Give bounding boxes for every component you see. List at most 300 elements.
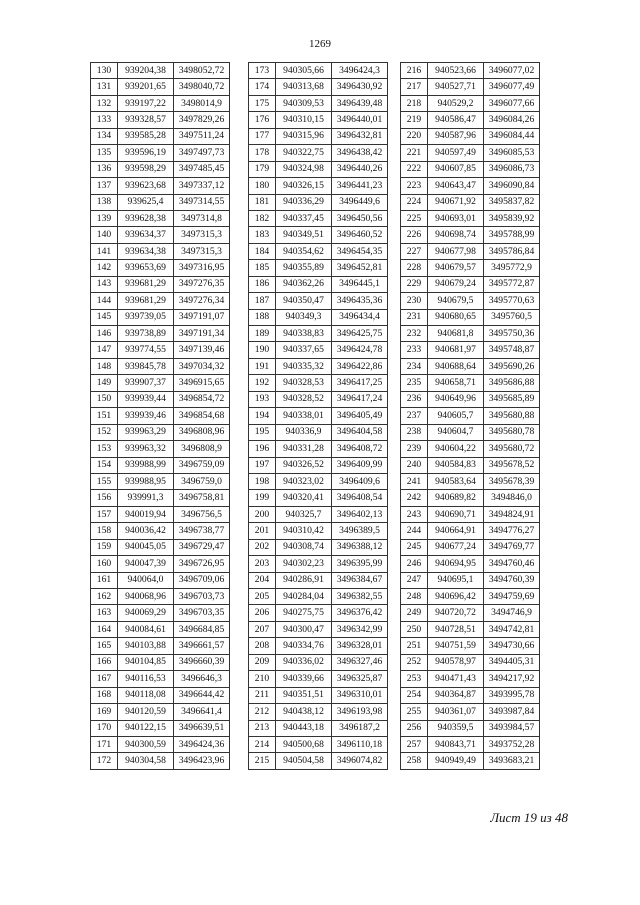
x-coordinate-cell: 940438,12	[276, 704, 332, 720]
point-number-cell: 218	[401, 95, 428, 111]
point-number-cell: 258	[401, 753, 428, 769]
point-number-cell: 197	[249, 457, 276, 473]
x-coordinate-cell: 940949,49	[428, 753, 484, 769]
table-row	[401, 424, 540, 440]
y-coordinate-cell: 3496423,96	[174, 753, 230, 769]
x-coordinate-cell: 940300,59	[118, 736, 174, 752]
table-row	[249, 671, 388, 687]
point-number-cell: 214	[249, 736, 276, 752]
table-row	[401, 375, 540, 391]
y-coordinate-cell: 3496090,84	[484, 178, 540, 194]
point-number-cell: 237	[401, 408, 428, 424]
x-coordinate-cell: 940523,66	[428, 63, 484, 79]
y-coordinate-cell: 3496424,78	[332, 342, 388, 358]
y-coordinate-cell: 3496434,4	[332, 309, 388, 325]
y-coordinate-cell: 3496438,42	[332, 145, 388, 161]
x-coordinate-cell: 940338,01	[276, 408, 332, 424]
point-number-cell: 209	[249, 654, 276, 670]
table-row	[91, 79, 230, 95]
point-number-cell: 178	[249, 145, 276, 161]
table-row	[249, 79, 388, 95]
point-number-cell: 256	[401, 720, 428, 736]
table-row	[249, 441, 388, 457]
table-row	[91, 605, 230, 621]
x-coordinate-cell: 940310,42	[276, 523, 332, 539]
y-coordinate-cell: 3496077,49	[484, 79, 540, 95]
table-row	[401, 112, 540, 128]
point-number-cell: 249	[401, 605, 428, 621]
x-coordinate-cell: 940361,07	[428, 704, 484, 720]
point-number-cell: 195	[249, 424, 276, 440]
table-row	[91, 342, 230, 358]
point-number-cell: 201	[249, 523, 276, 539]
x-coordinate-cell: 940336,29	[276, 194, 332, 210]
table-row	[401, 654, 540, 670]
y-coordinate-cell: 3496187,2	[332, 720, 388, 736]
table-row	[249, 704, 388, 720]
y-coordinate-cell: 3496808,9	[174, 441, 230, 457]
y-coordinate-cell: 3496424,3	[332, 63, 388, 79]
table-row	[91, 589, 230, 605]
table-row	[249, 128, 388, 144]
table-row	[91, 621, 230, 637]
y-coordinate-cell: 3497511,24	[174, 128, 230, 144]
y-coordinate-cell: 3498014,9	[174, 95, 230, 111]
table-row	[249, 112, 388, 128]
x-coordinate-cell: 939681,29	[118, 276, 174, 292]
point-number-cell: 161	[91, 572, 118, 588]
y-coordinate-cell: 3496389,5	[332, 523, 388, 539]
x-coordinate-cell: 940504,58	[276, 753, 332, 769]
x-coordinate-cell: 940047,39	[118, 556, 174, 572]
table-row	[249, 260, 388, 276]
table-row	[401, 358, 540, 374]
point-number-cell: 204	[249, 572, 276, 588]
point-number-cell: 215	[249, 753, 276, 769]
x-coordinate-cell: 939634,38	[118, 243, 174, 259]
y-coordinate-cell: 3495690,26	[484, 358, 540, 374]
point-number-cell: 152	[91, 424, 118, 440]
point-number-cell: 172	[91, 753, 118, 769]
point-number-cell: 145	[91, 309, 118, 325]
table-row	[91, 63, 230, 79]
y-coordinate-cell: 3496440,26	[332, 161, 388, 177]
point-number-cell: 248	[401, 589, 428, 605]
point-number-cell: 198	[249, 473, 276, 489]
point-number-cell: 238	[401, 424, 428, 440]
y-coordinate-cell: 3496738,77	[174, 523, 230, 539]
table-row	[91, 112, 230, 128]
x-coordinate-cell: 940104,85	[118, 654, 174, 670]
x-coordinate-cell: 940471,43	[428, 671, 484, 687]
coordinates-tables	[90, 62, 550, 782]
y-coordinate-cell: 3496432,81	[332, 128, 388, 144]
table-row	[249, 621, 388, 637]
point-number-cell: 219	[401, 112, 428, 128]
point-number-cell: 174	[249, 79, 276, 95]
x-coordinate-cell: 939328,57	[118, 112, 174, 128]
x-coordinate-cell: 940679,5	[428, 293, 484, 309]
table-row	[249, 358, 388, 374]
table-row	[249, 194, 388, 210]
x-coordinate-cell: 940350,47	[276, 293, 332, 309]
x-coordinate-cell: 940728,51	[428, 621, 484, 637]
point-number-cell: 241	[401, 473, 428, 489]
x-coordinate-cell: 939625,4	[118, 194, 174, 210]
point-number-cell: 153	[91, 441, 118, 457]
sheet-label: Лист 19 из 48	[490, 810, 568, 825]
x-coordinate-cell: 939963,29	[118, 424, 174, 440]
point-number-cell: 229	[401, 276, 428, 292]
x-coordinate-cell: 940310,15	[276, 112, 332, 128]
table-row	[401, 687, 540, 703]
point-number-cell: 139	[91, 210, 118, 226]
point-number-cell: 193	[249, 391, 276, 407]
table-row	[401, 63, 540, 79]
y-coordinate-cell: 3498040,72	[174, 79, 230, 95]
table-row	[249, 145, 388, 161]
x-coordinate-cell: 940337,45	[276, 210, 332, 226]
point-number-cell: 208	[249, 638, 276, 654]
x-coordinate-cell: 939939,46	[118, 408, 174, 424]
x-coordinate-cell: 940336,9	[276, 424, 332, 440]
y-coordinate-cell: 3494760,39	[484, 572, 540, 588]
x-coordinate-cell: 940500,68	[276, 736, 332, 752]
point-number-cell: 180	[249, 178, 276, 194]
table-row	[401, 326, 540, 342]
table-row	[249, 572, 388, 588]
y-coordinate-cell: 3495786,84	[484, 243, 540, 259]
y-coordinate-cell: 3496409,99	[332, 457, 388, 473]
x-coordinate-cell: 940578,97	[428, 654, 484, 670]
x-coordinate-cell: 940328,52	[276, 391, 332, 407]
y-coordinate-cell: 3496193,98	[332, 704, 388, 720]
x-coordinate-cell: 939634,37	[118, 227, 174, 243]
point-number-cell: 167	[91, 671, 118, 687]
table-row	[401, 638, 540, 654]
table-row	[249, 210, 388, 226]
y-coordinate-cell: 3493987,84	[484, 704, 540, 720]
x-coordinate-cell: 940681,8	[428, 326, 484, 342]
y-coordinate-cell: 3497315,3	[174, 227, 230, 243]
table-row	[91, 506, 230, 522]
point-number-cell: 164	[91, 621, 118, 637]
table-row	[401, 342, 540, 358]
point-number-cell: 157	[91, 506, 118, 522]
point-number-cell: 185	[249, 260, 276, 276]
table-row	[249, 589, 388, 605]
y-coordinate-cell: 3496424,36	[174, 736, 230, 752]
point-number-cell: 141	[91, 243, 118, 259]
table-row	[401, 556, 540, 572]
x-coordinate-cell: 940351,51	[276, 687, 332, 703]
point-number-cell: 213	[249, 720, 276, 736]
table-row	[401, 490, 540, 506]
y-coordinate-cell: 3496660,39	[174, 654, 230, 670]
y-coordinate-cell: 3496077,66	[484, 95, 540, 111]
table-row	[401, 441, 540, 457]
y-coordinate-cell: 3497139,46	[174, 342, 230, 358]
point-number-cell: 257	[401, 736, 428, 752]
table-row	[401, 178, 540, 194]
y-coordinate-cell: 3496641,4	[174, 704, 230, 720]
y-coordinate-cell: 3496644,42	[174, 687, 230, 703]
table-row	[401, 753, 540, 769]
x-coordinate-cell: 939939,44	[118, 391, 174, 407]
table-row	[401, 128, 540, 144]
table-row	[401, 704, 540, 720]
table-row	[401, 194, 540, 210]
point-number-cell: 133	[91, 112, 118, 128]
x-coordinate-cell: 940584,83	[428, 457, 484, 473]
x-coordinate-cell: 940658,71	[428, 375, 484, 391]
coordinates-table-3	[400, 62, 540, 770]
x-coordinate-cell: 940322,75	[276, 145, 332, 161]
point-number-cell: 144	[91, 293, 118, 309]
x-coordinate-cell: 940328,53	[276, 375, 332, 391]
x-coordinate-cell: 940751,59	[428, 638, 484, 654]
point-number-cell: 236	[401, 391, 428, 407]
table-row	[91, 95, 230, 111]
y-coordinate-cell: 3497485,45	[174, 161, 230, 177]
y-coordinate-cell: 3496639,51	[174, 720, 230, 736]
y-coordinate-cell: 3496709,06	[174, 572, 230, 588]
table-row	[91, 227, 230, 243]
point-number-cell: 149	[91, 375, 118, 391]
x-coordinate-cell: 940064,0	[118, 572, 174, 588]
table-row	[249, 342, 388, 358]
y-coordinate-cell: 3493683,21	[484, 753, 540, 769]
point-number-cell: 130	[91, 63, 118, 79]
table-row	[249, 638, 388, 654]
y-coordinate-cell: 3495678,39	[484, 473, 540, 489]
x-coordinate-cell: 940529,2	[428, 95, 484, 111]
y-coordinate-cell: 3496404,58	[332, 424, 388, 440]
table-row	[249, 736, 388, 752]
x-coordinate-cell: 939628,38	[118, 210, 174, 226]
point-number-cell: 158	[91, 523, 118, 539]
point-number-cell: 226	[401, 227, 428, 243]
y-coordinate-cell: 3494760,46	[484, 556, 540, 572]
page-number: 1269	[309, 38, 331, 50]
table-row	[91, 490, 230, 506]
table-row	[91, 473, 230, 489]
point-number-cell: 140	[91, 227, 118, 243]
table-row	[249, 243, 388, 259]
point-number-cell: 162	[91, 589, 118, 605]
y-coordinate-cell: 3496759,09	[174, 457, 230, 473]
table-row	[401, 671, 540, 687]
x-coordinate-cell: 940337,65	[276, 342, 332, 358]
x-coordinate-cell: 939739,05	[118, 309, 174, 325]
x-coordinate-cell: 940695,1	[428, 572, 484, 588]
point-number-cell: 146	[91, 326, 118, 342]
x-coordinate-cell: 940604,22	[428, 441, 484, 457]
table-row	[401, 736, 540, 752]
y-coordinate-cell: 3494217,92	[484, 671, 540, 687]
x-coordinate-cell: 940689,82	[428, 490, 484, 506]
y-coordinate-cell: 3496310,01	[332, 687, 388, 703]
table-row	[91, 753, 230, 769]
y-coordinate-cell: 3496382,55	[332, 589, 388, 605]
table-row	[401, 720, 540, 736]
x-coordinate-cell: 939988,95	[118, 473, 174, 489]
point-number-cell: 230	[401, 293, 428, 309]
y-coordinate-cell: 3496405,49	[332, 408, 388, 424]
table-row	[249, 293, 388, 309]
y-coordinate-cell: 3496084,26	[484, 112, 540, 128]
x-coordinate-cell: 940586,47	[428, 112, 484, 128]
table-row	[401, 309, 540, 325]
x-coordinate-cell: 940122,15	[118, 720, 174, 736]
table-row	[91, 424, 230, 440]
point-number-cell: 253	[401, 671, 428, 687]
y-coordinate-cell: 3496402,13	[332, 506, 388, 522]
x-coordinate-cell: 940364,87	[428, 687, 484, 703]
point-number-cell: 235	[401, 375, 428, 391]
point-number-cell: 239	[401, 441, 428, 457]
x-coordinate-cell: 939738,89	[118, 326, 174, 342]
x-coordinate-cell: 940045,05	[118, 539, 174, 555]
point-number-cell: 166	[91, 654, 118, 670]
point-number-cell: 194	[249, 408, 276, 424]
y-coordinate-cell: 3494846,0	[484, 490, 540, 506]
x-coordinate-cell: 940309,53	[276, 95, 332, 111]
x-coordinate-cell: 940335,32	[276, 358, 332, 374]
x-coordinate-cell: 940587,96	[428, 128, 484, 144]
point-number-cell: 186	[249, 276, 276, 292]
point-number-cell: 221	[401, 145, 428, 161]
x-coordinate-cell: 940605,7	[428, 408, 484, 424]
point-number-cell: 175	[249, 95, 276, 111]
x-coordinate-cell: 940275,75	[276, 605, 332, 621]
point-number-cell: 143	[91, 276, 118, 292]
table-row	[91, 243, 230, 259]
point-number-cell: 245	[401, 539, 428, 555]
table-row	[401, 506, 540, 522]
y-coordinate-cell: 3496808,96	[174, 424, 230, 440]
y-coordinate-cell: 3496074,82	[332, 753, 388, 769]
table-row	[401, 391, 540, 407]
x-coordinate-cell: 940315,96	[276, 128, 332, 144]
x-coordinate-cell: 940103,88	[118, 638, 174, 654]
y-coordinate-cell: 3496726,95	[174, 556, 230, 572]
x-coordinate-cell: 939623,68	[118, 178, 174, 194]
y-coordinate-cell: 3495680,88	[484, 408, 540, 424]
point-number-cell: 205	[249, 589, 276, 605]
x-coordinate-cell: 940671,92	[428, 194, 484, 210]
table-row	[91, 178, 230, 194]
table-row	[91, 572, 230, 588]
table-row	[401, 95, 540, 111]
point-number-cell: 181	[249, 194, 276, 210]
point-number-cell: 223	[401, 178, 428, 194]
y-coordinate-cell: 3496729,47	[174, 539, 230, 555]
point-number-cell: 246	[401, 556, 428, 572]
x-coordinate-cell: 940693,01	[428, 210, 484, 226]
x-coordinate-cell: 940679,57	[428, 260, 484, 276]
x-coordinate-cell: 940664,91	[428, 523, 484, 539]
table-row	[249, 161, 388, 177]
point-number-cell: 154	[91, 457, 118, 473]
x-coordinate-cell: 939653,69	[118, 260, 174, 276]
x-coordinate-cell: 939963,32	[118, 441, 174, 457]
y-coordinate-cell: 3496915,65	[174, 375, 230, 391]
x-coordinate-cell: 940323,02	[276, 473, 332, 489]
table-row	[401, 572, 540, 588]
y-coordinate-cell: 3496441,23	[332, 178, 388, 194]
y-coordinate-cell: 3497829,26	[174, 112, 230, 128]
y-coordinate-cell: 3496110,18	[332, 736, 388, 752]
table-row	[249, 408, 388, 424]
point-number-cell: 190	[249, 342, 276, 358]
x-coordinate-cell: 940649,96	[428, 391, 484, 407]
x-coordinate-cell: 940694,95	[428, 556, 484, 572]
table-row	[401, 161, 540, 177]
table-row	[249, 227, 388, 243]
point-number-cell: 252	[401, 654, 428, 670]
y-coordinate-cell: 3494824,91	[484, 506, 540, 522]
x-coordinate-cell: 940304,58	[118, 753, 174, 769]
point-number-cell: 156	[91, 490, 118, 506]
y-coordinate-cell: 3496384,67	[332, 572, 388, 588]
y-coordinate-cell: 3496435,36	[332, 293, 388, 309]
y-coordinate-cell: 3497034,32	[174, 358, 230, 374]
point-number-cell: 234	[401, 358, 428, 374]
point-number-cell: 173	[249, 63, 276, 79]
x-coordinate-cell: 940677,98	[428, 243, 484, 259]
x-coordinate-cell: 939907,37	[118, 375, 174, 391]
y-coordinate-cell: 3496450,56	[332, 210, 388, 226]
point-number-cell: 225	[401, 210, 428, 226]
y-coordinate-cell: 3496425,75	[332, 326, 388, 342]
table-row	[401, 539, 540, 555]
table-row	[91, 720, 230, 736]
table-row	[91, 457, 230, 473]
point-number-cell: 188	[249, 309, 276, 325]
table-row	[91, 523, 230, 539]
y-coordinate-cell: 3497276,34	[174, 293, 230, 309]
x-coordinate-cell: 940036,42	[118, 523, 174, 539]
point-number-cell: 211	[249, 687, 276, 703]
point-number-cell: 192	[249, 375, 276, 391]
x-coordinate-cell: 940362,26	[276, 276, 332, 292]
table-row	[91, 375, 230, 391]
point-number-cell: 233	[401, 342, 428, 358]
table-row	[91, 210, 230, 226]
y-coordinate-cell: 3496454,35	[332, 243, 388, 259]
y-coordinate-cell: 3495685,89	[484, 391, 540, 407]
point-number-cell: 177	[249, 128, 276, 144]
x-coordinate-cell: 940084,61	[118, 621, 174, 637]
table-row	[401, 210, 540, 226]
point-number-cell: 247	[401, 572, 428, 588]
y-coordinate-cell: 3494405,31	[484, 654, 540, 670]
y-coordinate-cell: 3496452,81	[332, 260, 388, 276]
x-coordinate-cell: 940336,02	[276, 654, 332, 670]
point-number-cell: 165	[91, 638, 118, 654]
y-coordinate-cell: 3495748,87	[484, 342, 540, 358]
y-coordinate-cell: 3496077,02	[484, 63, 540, 79]
table-row	[91, 326, 230, 342]
x-coordinate-cell: 940325,7	[276, 506, 332, 522]
table-row	[401, 276, 540, 292]
table-row	[91, 556, 230, 572]
table-row	[401, 523, 540, 539]
table-row	[91, 704, 230, 720]
y-coordinate-cell: 3496417,24	[332, 391, 388, 407]
x-coordinate-cell: 940313,68	[276, 79, 332, 95]
